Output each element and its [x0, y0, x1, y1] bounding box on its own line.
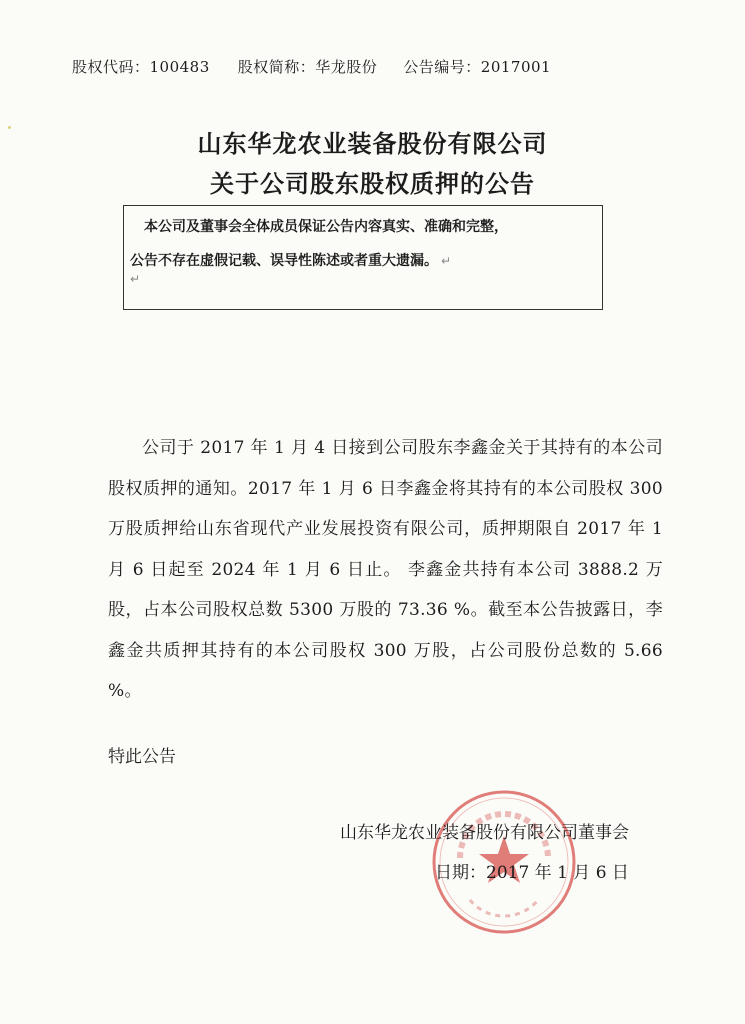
stock-abbreviation: 股权简称：华龙股份 [237, 58, 378, 76]
signature-date: 日期：2017 年 1 月 6 日 [435, 863, 629, 883]
stock-code: 股权代码：100483 [72, 58, 210, 76]
disclaimer-line-1: 本公司及董事会全体成员保证公告内容真实、准确和完整， [144, 219, 508, 235]
header-info [72, 56, 551, 77]
disclaimer-box [123, 205, 603, 310]
disclaimer-line-2: 公告不存在虚假记载、误导性陈述或者重大遗漏。 [130, 253, 438, 269]
disclaimer-line-2-wrap [130, 250, 451, 270]
body-text: 公司于 2017 年 1 月 4 日接到公司股东李鑫金关于其持有的本公司股权质押的通知。2017 年 1 月 6 日李鑫金将其持有的本公司股权 300 万股质押给山东省现代产业发展投资有限公司，质押期限自 2017 年 1 月 6 日起至 2024 年 1 月 6 日止。 李鑫金共持有本公司 3888.2 万股，占本公司股权总数 5300 万股的 73.36 %。截至本公告披露日，李鑫金共质押其持有的本公司股权 300 万股，占公司股份总数的 5.66 %。 [108, 438, 663, 701]
body-paragraph [108, 428, 663, 712]
closing-text: 特此公告 [108, 747, 176, 767]
notice-number: 公告编号：2017001 [403, 58, 552, 76]
signature-company: 山东华龙农业装备股份有限公司董事会 [340, 823, 629, 843]
title-line-2: 关于公司股东股权质押的公告 [210, 170, 535, 198]
return-mark-icon: ↵ [441, 254, 452, 268]
return-mark-icon: ↵ [130, 272, 141, 286]
title-line-1: 山东华龙农业装备股份有限公司 [197, 130, 548, 158]
